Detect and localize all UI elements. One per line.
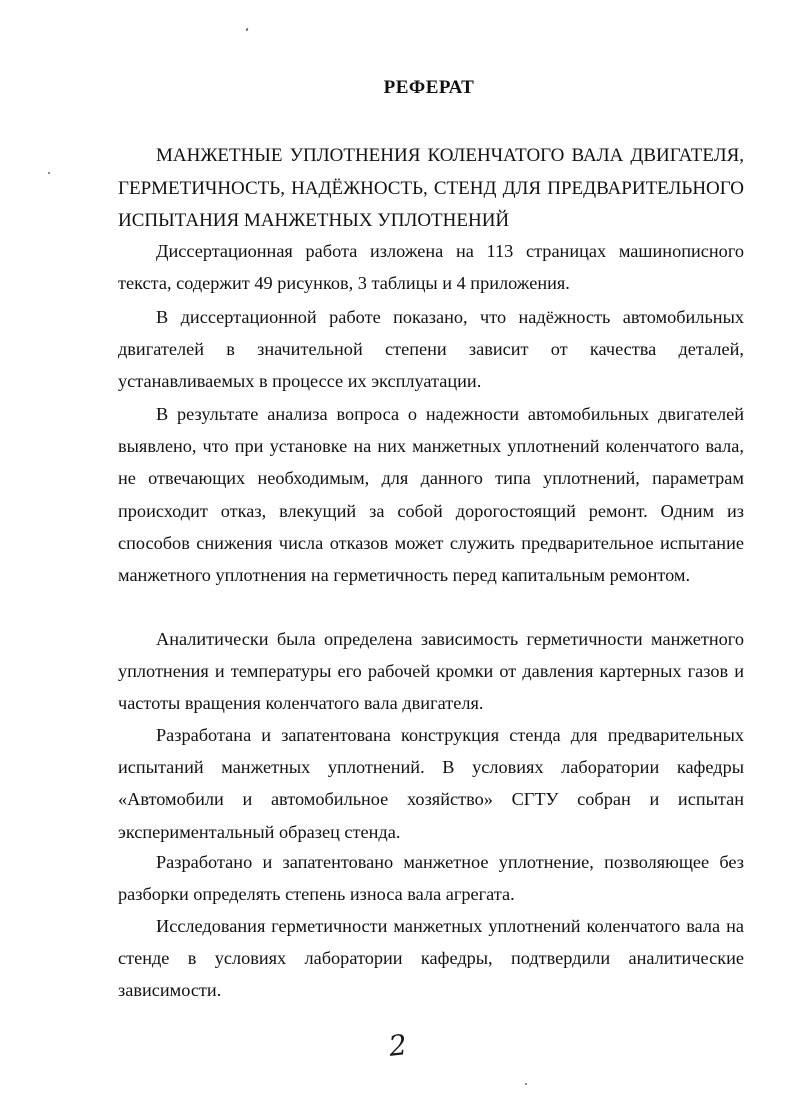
keywords-paragraph: МАНЖЕТНЫЕ УПЛОТНЕНИЯ КОЛЕНЧАТОГО ВАЛА ДВИГАТЕЛЯ, ГЕРМЕТИЧНОСТЬ, НАДЁЖНОСТЬ, СТЕНД ДЛЯ ПРЕДВАРИТЕЛЬНОГО ИСПЫТАНИЯ МАНЖЕТНЫХ УПЛОТНЕНИЙ xyxy=(118,145,744,231)
paragraph-stand: Разработана и запатентована конструкция стенда для предварительных испытаний манжетных уплотнений. В условиях лаборатории кафедры «Автомобили и автомобильное хозяйство» СГТУ собран и испытан экспериментальный образец стенда. xyxy=(118,725,744,842)
scan-speck xyxy=(48,172,50,174)
page-title: РЕФЕРАТ xyxy=(383,77,475,98)
paragraph-seal: Разработано и запатентовано манжетное уплотнение, позволяющее без разборки определять степень износа вала агрегата. xyxy=(118,852,744,905)
handwritten-page-number: 2 xyxy=(387,1028,409,1063)
paragraph-reliability: В диссертационной работе показано, что надёжность автомобильных двигателей в значительной степени зависит от качества деталей, устанавливаемых в процессе их эксплуатации. xyxy=(118,307,744,392)
paragraph-volume: Диссертационная работа изложена на 113 страницах машинописного текста, содержит 49 рисунков, 3 таблицы и 4 приложения. xyxy=(118,241,744,294)
paragraph-research: Исследования герметичности манжетных уплотнений коленчатого вала на стенде в условиях лаборатории кафедры, подтвердили аналитические зависимости. xyxy=(118,916,744,1001)
scan-speck xyxy=(245,28,248,32)
paragraph-analysis: В результате анализа вопроса о надежности автомобильных двигателей выявлено, что при установке на них манжетных уплотнений коленчатого вала, не отвечающих необходимым, для данного типа уплотнений, параметрам происходит отказ, влекущий за собой дорогостоящий ремонт. Одним из способов снижения числа отказов может служить предварительное испытание манжетного уплотнения на герметичность перед капитальным ремонтом. xyxy=(118,404,744,586)
paragraph-analytical: Аналитически была определена зависимость герметичности манжетного уплотнения и температуры его рабочей кромки от давления картерных газов и частоты вращения коленчатого вала двигателя. xyxy=(118,629,744,714)
scan-speck xyxy=(525,1083,527,1085)
